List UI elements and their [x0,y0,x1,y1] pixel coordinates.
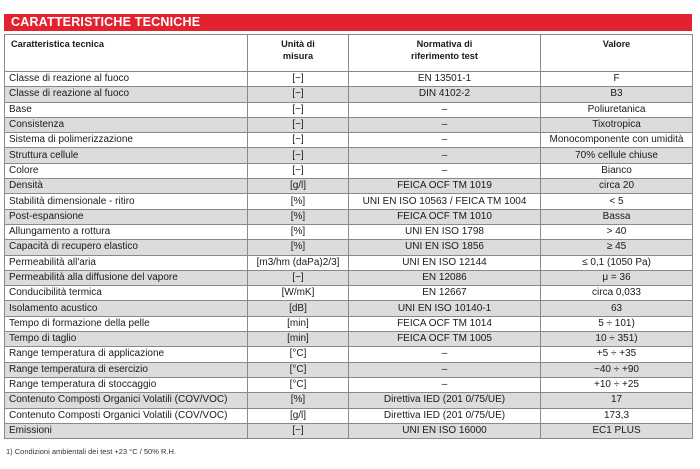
cell-unit: [−] [248,270,349,285]
cell-unit: [min] [248,332,349,347]
cell-characteristic: Classe di reazione al fuoco [5,87,248,102]
cell-unit: [dB] [248,301,349,316]
table-row [5,301,693,316]
cell-characteristic: Contenuto Composti Organici Volatili (COV/VOC) [5,393,248,408]
cell-standard: FEICA OCF TM 1005 [349,332,541,347]
cell-value: +10 ÷ +25 [541,377,693,392]
cell-standard: – [349,102,541,117]
cell-standard: – [349,347,541,362]
cell-unit: [−] [248,133,349,148]
cell-unit: [−] [248,148,349,163]
cell-characteristic: Allungamento a rottura [5,224,248,239]
table-row [5,408,693,423]
cell-standard: UNI EN ISO 10563 / FEICA TM 1004 [349,194,541,209]
cell-value: ≤ 0,1 (1050 Pa) [541,255,693,270]
cell-characteristic: Emissioni [5,423,248,438]
cell-characteristic: Post-espansione [5,209,248,224]
table-row [5,316,693,331]
table-row [5,270,693,285]
cell-standard: UNI EN ISO 1798 [349,224,541,239]
footnote: 1) Condizioni ambientali dei test +23 °C / 50% R.H. [6,447,176,456]
cell-standard: UNI EN ISO 10140-1 [349,301,541,316]
cell-value: 17 [541,393,693,408]
table-row [5,332,693,347]
cell-value: 5 ÷ 101) [541,316,693,331]
cell-standard: UNI EN ISO 12144 [349,255,541,270]
table-row [5,209,693,224]
cell-value: B3 [541,87,693,102]
table-row [5,347,693,362]
table-row [5,362,693,377]
cell-characteristic: Struttura cellule [5,148,248,163]
cell-unit: [°C] [248,347,349,362]
cell-characteristic: Permeabilità alla diffusione del vapore [5,270,248,285]
cell-standard: – [349,362,541,377]
cell-unit: [−] [248,163,349,178]
cell-value: circa 20 [541,179,693,194]
cell-standard: FEICA OCF TM 1010 [349,209,541,224]
cell-standard: EN 12086 [349,270,541,285]
cell-characteristic: Consistenza [5,117,248,132]
cell-standard: – [349,148,541,163]
header-standard: Normativa di riferimento test [349,35,541,72]
cell-standard: – [349,163,541,178]
cell-standard: DIN 4102-2 [349,87,541,102]
cell-characteristic: Base [5,102,248,117]
cell-standard: – [349,117,541,132]
table-row [5,133,693,148]
table-row [5,377,693,392]
cell-value: ≥ 45 [541,240,693,255]
cell-unit: [g/l] [248,179,349,194]
cell-characteristic: Classe di reazione al fuoco [5,72,248,87]
cell-characteristic: Tempo di taglio [5,332,248,347]
cell-unit: [W/mK] [248,286,349,301]
table-row [5,179,693,194]
table-row [5,240,693,255]
table-body [5,72,693,439]
header-unit: Unità di misura [248,35,349,72]
cell-standard: – [349,133,541,148]
cell-characteristic: Sistema di polimerizzazione [5,133,248,148]
table-row [5,423,693,438]
cell-unit: [°C] [248,377,349,392]
cell-unit: [m3/hm (daPa)2/3] [248,255,349,270]
cell-characteristic: Permeabilità all'aria [5,255,248,270]
cell-unit: [min] [248,316,349,331]
technical-specs-table [4,34,693,439]
cell-characteristic: Isolamento acustico [5,301,248,316]
cell-value: 173,3 [541,408,693,423]
cell-value: 63 [541,301,693,316]
header-value: Valore [541,35,693,72]
cell-unit: [%] [248,209,349,224]
cell-value: circa 0,033 [541,286,693,301]
table-row [5,224,693,239]
section-title-bar [4,14,692,31]
cell-value: Bassa [541,209,693,224]
cell-characteristic: Stabilità dimensionale - ritiro [5,194,248,209]
header-characteristic: Caratteristica tecnica [5,35,248,72]
cell-value: F [541,72,693,87]
cell-unit: [g/l] [248,408,349,423]
table-row [5,102,693,117]
cell-characteristic: Conducibilità termica [5,286,248,301]
table-row [5,163,693,178]
cell-value: < 5 [541,194,693,209]
table-row [5,194,693,209]
cell-unit: [%] [248,224,349,239]
cell-value: −40 ÷ +90 [541,362,693,377]
cell-standard: UNI EN ISO 16000 [349,423,541,438]
cell-value: 70% cellule chiuse [541,148,693,163]
cell-unit: [%] [248,393,349,408]
table-row [5,87,693,102]
table-header-row [5,35,693,72]
table-row [5,393,693,408]
cell-value: Bianco [541,163,693,178]
cell-characteristic: Colore [5,163,248,178]
cell-characteristic: Capacità di recupero elastico [5,240,248,255]
cell-value: 10 ÷ 351) [541,332,693,347]
table-row [5,255,693,270]
cell-value: Monocomponente con umidità [541,133,693,148]
cell-standard: – [349,377,541,392]
cell-unit: [%] [248,194,349,209]
table-row [5,117,693,132]
cell-unit: [°C] [248,362,349,377]
cell-value: Poliuretanica [541,102,693,117]
cell-unit: [−] [248,423,349,438]
cell-unit: [−] [248,72,349,87]
cell-value: > 40 [541,224,693,239]
cell-characteristic: Contenuto Composti Organici Volatili (COV/VOC) [5,408,248,423]
cell-standard: EN 12667 [349,286,541,301]
cell-standard: Direttiva IED (201 0/75/UE) [349,393,541,408]
cell-value: EC1 PLUS [541,423,693,438]
cell-characteristic: Range temperatura di stoccaggio [5,377,248,392]
cell-standard: Direttiva IED (201 0/75/UE) [349,408,541,423]
cell-unit: [−] [248,102,349,117]
table-row [5,286,693,301]
cell-standard: EN 13501-1 [349,72,541,87]
cell-value: μ = 36 [541,270,693,285]
cell-characteristic: Densità [5,179,248,194]
cell-standard: FEICA OCF TM 1019 [349,179,541,194]
cell-standard: UNI EN ISO 1856 [349,240,541,255]
cell-unit: [−] [248,87,349,102]
cell-characteristic: Range temperatura di esercizio [5,362,248,377]
cell-value: Tixotropica [541,117,693,132]
table-row [5,148,693,163]
cell-unit: [%] [248,240,349,255]
cell-standard: FEICA OCF TM 1014 [349,316,541,331]
cell-unit: [−] [248,117,349,132]
cell-characteristic: Tempo di formazione della pelle [5,316,248,331]
section-title: CARATTERISTICHE TECNICHE [11,15,201,29]
table-row [5,72,693,87]
cell-characteristic: Range temperatura di applicazione [5,347,248,362]
cell-value: +5 ÷ +35 [541,347,693,362]
